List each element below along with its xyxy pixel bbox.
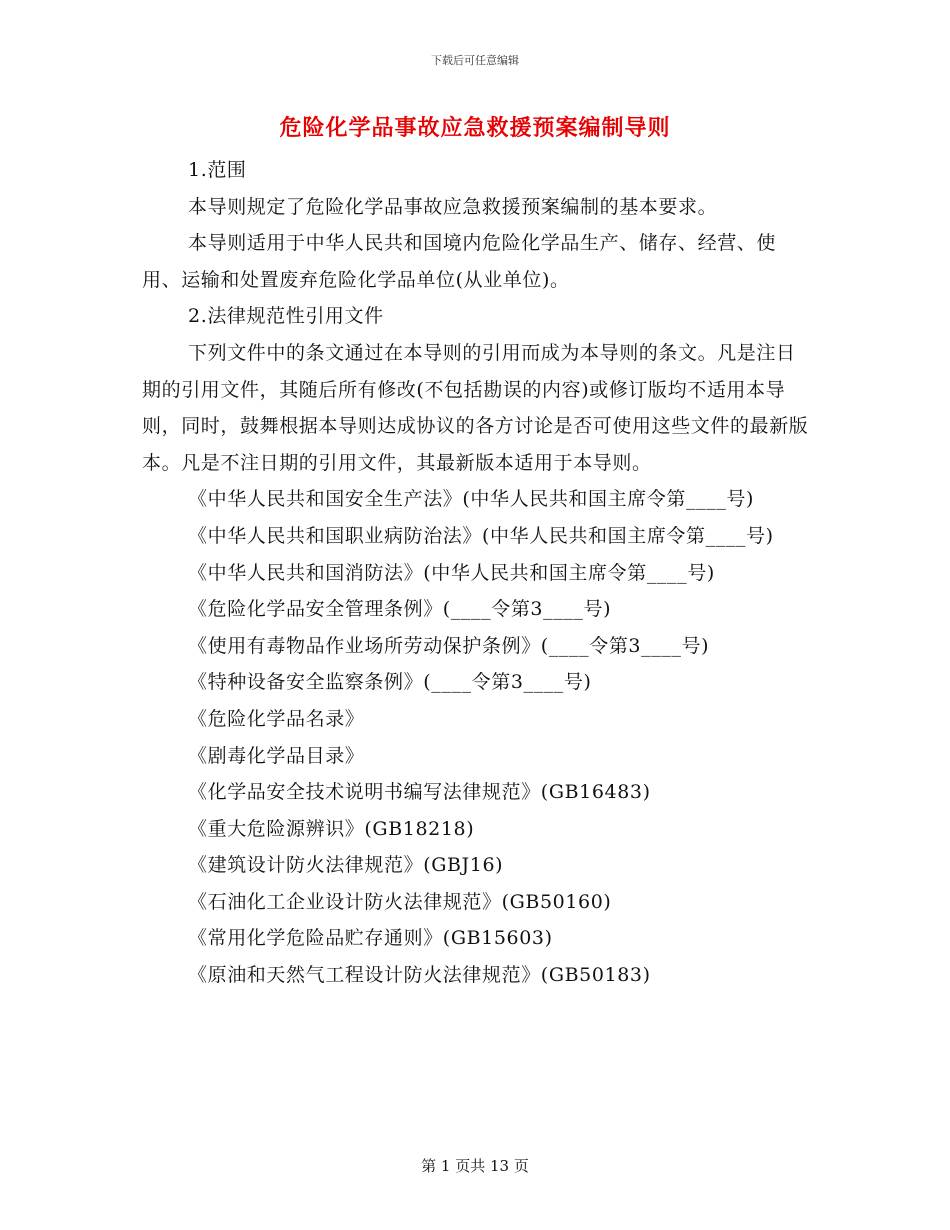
document-body [142, 152, 814, 994]
page-header: 下载后可任意编辑 [431, 54, 519, 67]
reference-item: 《危险化学品安全管理条例》(____令第3____号) [188, 598, 612, 621]
document-title: 危险化学品事故应急救援预案编制导则 [279, 115, 671, 141]
reference-item: 《重大危险源辨识》(GB18218) [188, 817, 475, 840]
reference-item: 《化学品安全技术说明书编写法律规范》(GB16483) [188, 781, 651, 804]
section-1-heading: 1.范围 [188, 159, 247, 181]
section-2-heading: 2.法律规范性引用文件 [188, 305, 384, 328]
reference-item: 《使用有毒物品作业场所劳动保护条例》(____令第3____号) [188, 634, 710, 657]
reference-item: 《特种设备安全监察条例》(____令第3____号) [188, 671, 592, 694]
section-2-paragraph-1: 下列文件中的条文通过在本导则的引用而成为本导则的条文。凡是注日期的引用文件，其随后所有修改(不包括勘误的内容)或修订版均不适用本导则，同时，鼓舞根据本导则达成协议的各方讨论是否可使用这些文件的最新版本。凡是不注日期的引用文件，其最新版本适用于本导则。 [142, 341, 809, 474]
reference-item: 《石油化工企业设计防火法律规范》(GB50160) [188, 890, 612, 913]
page-footer: 第 1 页共 13 页 [421, 1157, 529, 1175]
reference-item: 《中华人民共和国职业病防治法》(中华人民共和国主席令第____号) [188, 524, 774, 547]
section-1-paragraph-1: 本导则规定了危险化学品事故应急救援预案编制的基本要求。 [188, 195, 718, 218]
reference-item: 《常用化学危险品贮存通则》(GB15603) [188, 927, 553, 950]
reference-item: 《剧毒化学品目录》 [188, 744, 365, 767]
reference-item: 《危险化学品名录》 [188, 707, 365, 730]
reference-item: 《中华人民共和国安全生产法》(中华人民共和国主席令第____号) [188, 488, 755, 511]
reference-item: 《中华人民共和国消防法》(中华人民共和国主席令第____号) [188, 561, 715, 584]
reference-item: 《建筑设计防火法律规范》(GBJ16) [188, 854, 504, 877]
reference-item: 《原油和天然气工程设计防火法律规范》(GB50183) [188, 964, 651, 987]
section-1-paragraph-2: 本导则适用于中华人民共和国境内危险化学品生产、储存、经营、使用、运输和处置废弃危险化学品单位(从业单位)。 [142, 232, 777, 291]
